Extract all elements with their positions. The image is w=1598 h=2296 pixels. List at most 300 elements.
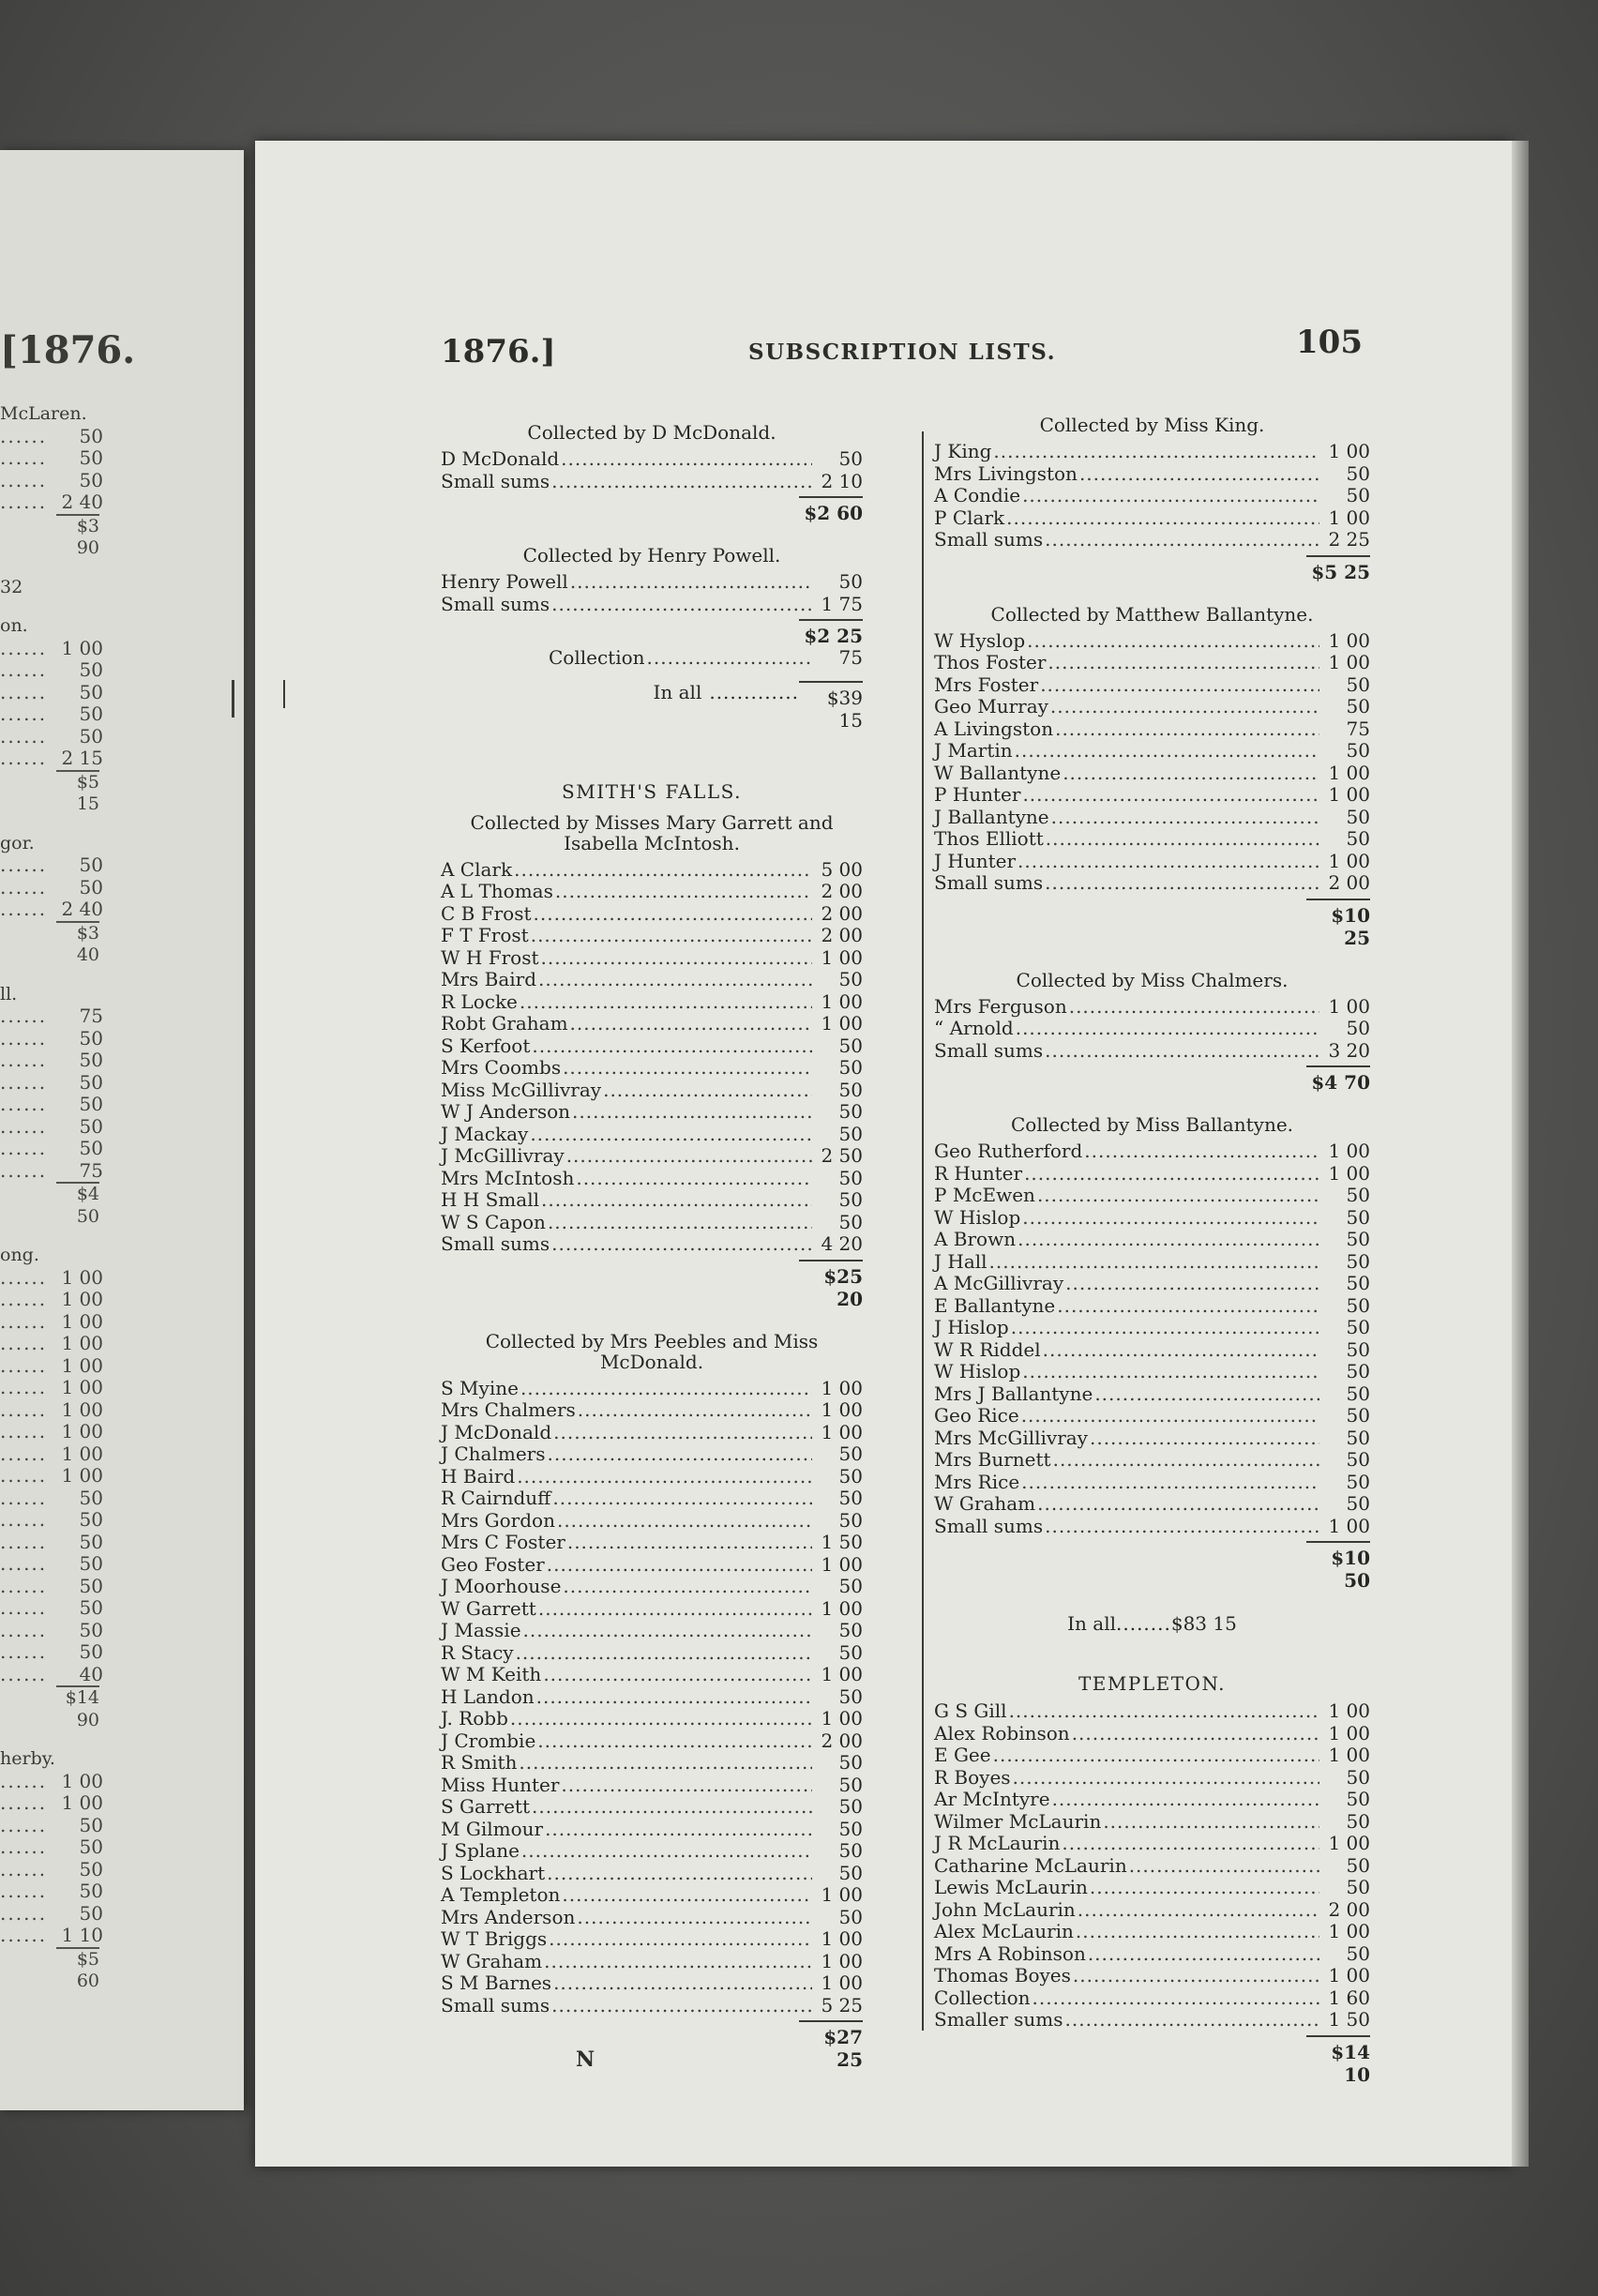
subscriber-name: Henry Powell bbox=[441, 570, 568, 593]
ledger-row bbox=[934, 1833, 1370, 1855]
leader-dots bbox=[1043, 1516, 1319, 1538]
ledger-row bbox=[441, 1057, 863, 1080]
subscriber-name: Mrs McGillivray bbox=[934, 1426, 1088, 1449]
left-page-amount: 50 bbox=[79, 1026, 103, 1050]
left-page-amount: 1 10 bbox=[61, 1924, 103, 1946]
left-page-amount: 2 15 bbox=[61, 747, 103, 769]
left-page-heading-fragment: ong. bbox=[0, 1245, 39, 1265]
subscriber-name: S Lockhart bbox=[441, 1861, 546, 1884]
section-total: $2 60 bbox=[799, 496, 863, 524]
section-title: Collected by Miss Chalmers. bbox=[1016, 968, 1289, 991]
subscriber-name: S Kerfoot bbox=[441, 1034, 531, 1057]
leader-dots bbox=[1048, 696, 1319, 718]
subscriber-name: Mrs A Robinson bbox=[934, 1941, 1086, 1965]
ledger-row bbox=[441, 1796, 863, 1819]
in-all-label: In all bbox=[653, 680, 702, 703]
leader-dots bbox=[1088, 1427, 1319, 1450]
leader-dots bbox=[528, 1124, 812, 1146]
subscriber-name: Alex Robinson bbox=[934, 1721, 1070, 1745]
subscriber-name: W Hislop bbox=[934, 1360, 1021, 1382]
leader-dots bbox=[1009, 1317, 1319, 1339]
left-page-row: ...... 1 00 bbox=[0, 1332, 103, 1354]
subscription-amount: 50 bbox=[1346, 1876, 1370, 1898]
page-number: 105 bbox=[1296, 324, 1363, 361]
ledger-row bbox=[934, 1921, 1370, 1943]
section-total: $25 20 bbox=[799, 1260, 863, 1310]
subscription-amount: 50 bbox=[838, 1640, 863, 1664]
signature-mark: N bbox=[576, 2047, 595, 2072]
left-page-heading-fragment: gor. bbox=[0, 832, 35, 853]
subscriber-name: J King bbox=[934, 440, 992, 462]
margin-mark bbox=[232, 680, 234, 718]
left-page-row: ...... 1 00 bbox=[0, 1791, 103, 1814]
ledger-row bbox=[441, 1466, 863, 1488]
running-head-year: 1876.] bbox=[441, 333, 556, 370]
leader-dots bbox=[1019, 1472, 1319, 1494]
ledger-row bbox=[934, 1855, 1370, 1878]
ledger-row bbox=[441, 925, 863, 947]
left-page-row: ...... 50 bbox=[0, 1114, 103, 1138]
subscription-amount: 50 bbox=[838, 1034, 863, 1057]
ledger-row bbox=[934, 828, 1370, 851]
ledger-row bbox=[441, 1212, 863, 1234]
left-page-row: ...... 1 00 bbox=[0, 1397, 103, 1421]
leader-dots bbox=[565, 1145, 812, 1168]
subscriber-name: S Garrett bbox=[441, 1795, 530, 1818]
left-page-total: $5 60 bbox=[56, 1947, 99, 1993]
subscriber-name: Mrs Anderson bbox=[441, 1905, 576, 1928]
left-page-amount: 50 bbox=[79, 1901, 103, 1925]
left-page-row: ...... 50 bbox=[0, 1552, 103, 1575]
left-page-row: ...... 50 bbox=[0, 1640, 103, 1663]
ledger-row bbox=[934, 1405, 1370, 1427]
subscription-amount: 50 bbox=[838, 1464, 863, 1488]
left-page-amount: 1 00 bbox=[61, 1420, 103, 1443]
subscriber-name: Mrs C Foster bbox=[441, 1531, 565, 1553]
left-page-amount: 1 00 bbox=[61, 1309, 103, 1333]
subscription-amount: 2 00 bbox=[821, 880, 863, 902]
subscriber-name: Small sums bbox=[934, 1514, 1044, 1537]
subscription-amount: 2 50 bbox=[821, 1144, 863, 1167]
leader-dots bbox=[1071, 1965, 1319, 1987]
leader-dots bbox=[1082, 1140, 1319, 1163]
subscriber-name: Robt Graham bbox=[441, 1012, 568, 1035]
ledger-row bbox=[934, 851, 1370, 873]
subscriber-name: Mrs Ferguson bbox=[934, 994, 1067, 1018]
subscriber-name: A Templeton bbox=[441, 1883, 561, 1906]
ledger-row bbox=[934, 1140, 1370, 1163]
subscription-amount: 50 bbox=[838, 968, 863, 990]
subscription-amount: 50 bbox=[1346, 1492, 1370, 1515]
subscription-amount: 50 bbox=[838, 1684, 863, 1708]
subscriber-name: Geo Rutherford bbox=[934, 1140, 1083, 1162]
left-page-amount: 50 bbox=[79, 724, 103, 748]
subscription-amount: 50 bbox=[838, 1122, 863, 1145]
subscriber-name: J R McLaurin bbox=[934, 1832, 1061, 1854]
subscription-amount: 50 bbox=[1346, 1337, 1370, 1361]
subscriber-name: R Cairnduff bbox=[441, 1487, 551, 1509]
left-page-year: [1876. bbox=[0, 328, 136, 372]
leader-dots bbox=[1078, 463, 1319, 486]
subscription-amount: 1 00 bbox=[1328, 761, 1370, 784]
left-page-total: $3 90 bbox=[56, 514, 99, 560]
leader-dots bbox=[543, 1819, 812, 1841]
subscriber-name: Mrs Coombs bbox=[441, 1056, 562, 1079]
ledger-row bbox=[934, 784, 1370, 807]
ledger-row bbox=[441, 1378, 863, 1400]
leader-dots bbox=[559, 448, 812, 471]
leader-dots bbox=[561, 1057, 812, 1080]
leader-dots bbox=[539, 947, 813, 970]
leader-dots bbox=[568, 571, 812, 594]
subscription-amount: 1 00 bbox=[1328, 783, 1370, 806]
left-page-row: ...... 50 bbox=[0, 1901, 103, 1925]
left-page-row: ...... 50 bbox=[0, 680, 103, 703]
ledger-row bbox=[441, 1863, 863, 1885]
subscriber-name: Mrs Baird bbox=[441, 968, 537, 990]
subscription-amount: 2 00 bbox=[821, 1729, 863, 1752]
leader-dots bbox=[1022, 1163, 1319, 1186]
column-right bbox=[934, 405, 1370, 2086]
left-page-amount: 50 bbox=[79, 853, 103, 876]
subscriber-name: Mrs Burnett bbox=[934, 1448, 1051, 1471]
left-page-row: ...... 1 10 bbox=[0, 1924, 103, 1946]
leader-dots bbox=[560, 1884, 812, 1907]
leader-dots bbox=[1063, 2009, 1319, 2032]
left-page-amount: 50 bbox=[79, 658, 103, 681]
left-page-heading-fragment: 32 bbox=[0, 576, 23, 597]
subscription-amount: 50 bbox=[838, 1100, 863, 1123]
leader-dots bbox=[551, 1972, 812, 1995]
subscriber-name: Collection bbox=[934, 1986, 1031, 2009]
ledger-row bbox=[934, 1516, 1370, 1538]
subscription-amount: 1 00 bbox=[1328, 1832, 1370, 1854]
subscriber-name: W Hyslop bbox=[934, 628, 1026, 652]
subscription-amount: 1 00 bbox=[1328, 506, 1370, 529]
ledger-row bbox=[934, 1251, 1370, 1274]
left-page-fragment bbox=[0, 150, 244, 2110]
left-page-heading-fragment: on. bbox=[0, 615, 28, 636]
section-total: $10 25 bbox=[1306, 899, 1370, 949]
leader-dots bbox=[575, 1907, 812, 1929]
ledger-row bbox=[934, 1040, 1370, 1063]
subscriber-name: W S Capon bbox=[441, 1210, 546, 1233]
left-page-row: ...... 50 bbox=[0, 1618, 103, 1641]
left-page-amount: 40 bbox=[79, 1662, 103, 1685]
left-page-row: ...... 1 00 bbox=[0, 1464, 103, 1487]
left-page-row: ...... 50 bbox=[0, 1574, 103, 1597]
leader-dots bbox=[1043, 529, 1319, 551]
ledger-row bbox=[441, 1576, 863, 1598]
leader-dots bbox=[1101, 1811, 1319, 1834]
leader-dots bbox=[550, 594, 812, 616]
ledger-row bbox=[934, 674, 1370, 697]
left-page-row: ...... 50 bbox=[0, 1530, 103, 1553]
ledger-row bbox=[441, 1928, 863, 1951]
left-page-row: ...... 50 bbox=[0, 658, 103, 681]
subscription-amount: 2 25 bbox=[1328, 528, 1370, 551]
ledger-row bbox=[441, 571, 863, 594]
subscriber-name: J Ballantyne bbox=[934, 805, 1049, 828]
left-page-amount: 50 bbox=[79, 1640, 103, 1663]
leader-dots bbox=[539, 1189, 812, 1212]
leader-dots bbox=[991, 1745, 1319, 1767]
subscriber-name: J Massie bbox=[441, 1619, 521, 1641]
left-page-row: ...... 75 bbox=[0, 1004, 103, 1027]
subscription-amount: 1 00 bbox=[821, 1012, 863, 1035]
running-head-title: SUBSCRIPTION LISTS. bbox=[748, 340, 1057, 365]
ledger-row bbox=[934, 1427, 1370, 1450]
collection-label: Collection bbox=[549, 646, 645, 669]
subscription-amount: 1 00 bbox=[1328, 1721, 1370, 1745]
leader-dots bbox=[1076, 1899, 1319, 1922]
leader-dots bbox=[1038, 674, 1319, 697]
subscriber-name: Thos Elliott bbox=[934, 827, 1044, 850]
left-page-amount: 50 bbox=[79, 1574, 103, 1597]
subscription-amount: 50 bbox=[838, 1210, 863, 1233]
left-page-amount: 50 bbox=[79, 875, 103, 899]
subscriber-name: W M Keith bbox=[441, 1663, 542, 1685]
ledger-row bbox=[441, 1145, 863, 1168]
left-page-row: ...... 50 bbox=[0, 1835, 103, 1858]
left-page-heading-fragment: ll. bbox=[0, 983, 18, 1004]
left-page-row: ...... 50 bbox=[0, 702, 103, 725]
leader-dots bbox=[568, 1013, 812, 1035]
left-page-amount: 50 bbox=[79, 1552, 103, 1575]
subscriber-name: Lewis McLaurin bbox=[934, 1876, 1088, 1898]
ledger-row bbox=[441, 991, 863, 1014]
subscription-amount: 50 bbox=[1346, 1788, 1370, 1810]
leader-dots bbox=[512, 859, 812, 882]
subscriber-name: Mrs Rice bbox=[934, 1470, 1020, 1493]
left-page-amount: 50 bbox=[79, 1596, 103, 1619]
left-page-row: ...... 50 bbox=[0, 1857, 103, 1881]
ledger-row bbox=[934, 1987, 1370, 2010]
subscriber-name: P Clark bbox=[934, 506, 1005, 529]
ledger-row bbox=[934, 1229, 1370, 1251]
subscriber-name: Mrs J Ballantyne bbox=[934, 1382, 1093, 1405]
ledger-row bbox=[934, 1317, 1370, 1339]
ledger-row bbox=[441, 881, 863, 903]
subscription-amount: 50 bbox=[838, 1443, 863, 1465]
left-page-row: ...... 1 00 bbox=[0, 1265, 103, 1289]
ledger-row bbox=[441, 1189, 863, 1212]
ledger-row bbox=[934, 763, 1370, 785]
leader-dots bbox=[1051, 1449, 1319, 1472]
leader-dots bbox=[1019, 1405, 1319, 1427]
subscription-amount: 50 bbox=[838, 1861, 863, 1884]
subscriber-name: J. Robb bbox=[441, 1707, 508, 1730]
leader-dots bbox=[1020, 1207, 1319, 1230]
ledger-row bbox=[441, 1995, 863, 2017]
leader-dots bbox=[1016, 1229, 1319, 1251]
ledger-row bbox=[441, 1730, 863, 1753]
section-rows bbox=[441, 448, 863, 492]
leader-dots bbox=[1041, 1339, 1319, 1362]
subscriber-name: Small sums bbox=[441, 592, 550, 615]
ledger-row bbox=[934, 630, 1370, 653]
leader-dots bbox=[1025, 630, 1319, 653]
leader-dots bbox=[546, 1212, 812, 1234]
leader-dots bbox=[1043, 872, 1319, 895]
left-page-row: ...... 50 bbox=[0, 1026, 103, 1050]
subscriber-name: R Smith bbox=[441, 1751, 518, 1774]
subscription-amount: 50 bbox=[838, 1795, 863, 1818]
leader-dots bbox=[1020, 485, 1319, 507]
subscriber-name: Small sums bbox=[441, 469, 550, 492]
left-page-row: ...... 2 40 bbox=[0, 898, 103, 920]
subscription-amount: 1 00 bbox=[1328, 1964, 1370, 1986]
left-page-amount: 50 bbox=[79, 446, 103, 469]
left-page-row: ...... 1 00 bbox=[0, 1309, 103, 1333]
subscription-amount: 1 00 bbox=[1328, 1140, 1370, 1162]
subscription-amount: 1 00 bbox=[821, 1707, 863, 1730]
subscriber-name: Small sums bbox=[934, 871, 1044, 894]
leader-dots bbox=[521, 1620, 812, 1642]
subscriber-name: H Landon bbox=[441, 1684, 535, 1708]
leader-dots bbox=[530, 1796, 812, 1819]
subscription-amount: 1 00 bbox=[821, 1971, 863, 1994]
ledger-row bbox=[441, 1708, 863, 1730]
ledger-row bbox=[441, 859, 863, 882]
left-page-amount: 50 bbox=[79, 1093, 103, 1115]
subscription-amount: 50 bbox=[1346, 1448, 1370, 1471]
subscription-amount: 1 00 bbox=[821, 1552, 863, 1576]
subscriber-name: W Garrett bbox=[441, 1596, 536, 1620]
subscription-amount: 50 bbox=[1346, 1809, 1370, 1833]
ledger-row bbox=[934, 652, 1370, 674]
subscriber-name: W Hislop bbox=[934, 1205, 1021, 1229]
leader-dots bbox=[1013, 740, 1319, 763]
subscriber-name: Small sums bbox=[934, 1038, 1044, 1062]
subscription-amount: 1 00 bbox=[821, 945, 863, 969]
left-page-row: ...... 1 00 bbox=[0, 1353, 103, 1377]
leader-dots bbox=[536, 1598, 812, 1621]
subscriber-name: G S Gill bbox=[934, 1699, 1007, 1722]
leader-dots bbox=[535, 1730, 812, 1753]
subscriber-name: Thos Foster bbox=[934, 651, 1047, 673]
ledger-row bbox=[441, 1554, 863, 1577]
subscription-amount: 50 bbox=[838, 1905, 863, 1928]
left-page-row: ...... 50 bbox=[0, 1813, 103, 1836]
subscription-amount: 50 bbox=[838, 1078, 863, 1101]
leader-dots bbox=[1044, 828, 1319, 851]
leader-dots bbox=[518, 991, 812, 1014]
subscription-amount: 2 00 bbox=[821, 924, 863, 946]
subscription-amount: 50 bbox=[1346, 1205, 1370, 1229]
subscriber-name: H H Small bbox=[441, 1188, 539, 1211]
left-page-amount: 1 00 bbox=[61, 1791, 103, 1814]
ledger-row bbox=[934, 1943, 1370, 1966]
left-page-row: ...... 50 bbox=[0, 1508, 103, 1531]
subscriber-name: Geo Foster bbox=[441, 1552, 545, 1576]
subscription-amount: 1 00 bbox=[1328, 651, 1370, 673]
section-rows bbox=[441, 571, 863, 615]
subscription-amount: 50 bbox=[1346, 827, 1370, 850]
leader-dots bbox=[515, 1466, 812, 1488]
subscription-amount: 50 bbox=[1346, 805, 1370, 828]
ledger-row bbox=[441, 1510, 863, 1533]
subscriber-name: Mrs Chalmers bbox=[441, 1398, 576, 1421]
subscriber-name: A Livingston bbox=[934, 717, 1054, 740]
leader-dots bbox=[1053, 718, 1319, 741]
ledger-row bbox=[934, 1361, 1370, 1383]
subscription-amount: 50 bbox=[838, 1839, 863, 1862]
column-left bbox=[441, 413, 863, 2071]
column-rule bbox=[922, 431, 924, 2031]
section-total: $10 50 bbox=[1306, 1541, 1370, 1592]
leader-dots bbox=[532, 903, 813, 926]
subscriber-name: J Martin bbox=[934, 739, 1013, 762]
subscription-amount: 50 bbox=[838, 1508, 863, 1532]
ledger-row bbox=[934, 1207, 1370, 1230]
subscriber-name: A L Thomas bbox=[441, 880, 553, 902]
subscriber-name: R Boyes bbox=[934, 1765, 1011, 1789]
subscription-amount: 50 bbox=[838, 1188, 863, 1211]
ledger-row bbox=[441, 1598, 863, 1621]
subscriber-name: J McDonald bbox=[441, 1420, 552, 1443]
subscriber-name: W Ballantyne bbox=[934, 761, 1062, 784]
ledger-row bbox=[441, 903, 863, 926]
subscriber-name: Miss McGillivray bbox=[441, 1078, 602, 1101]
subscription-amount: 50 bbox=[838, 1166, 863, 1189]
subscription-amount: 50 bbox=[1346, 1853, 1370, 1877]
ledger-row bbox=[441, 1080, 863, 1102]
leader-dots bbox=[517, 1752, 812, 1775]
subscriber-name: E Gee bbox=[934, 1744, 991, 1766]
ledger-row bbox=[441, 947, 863, 970]
subscriber-name: J McGillivray bbox=[441, 1144, 565, 1167]
subscriber-name: J Chalmers bbox=[441, 1443, 546, 1465]
ledger-row bbox=[934, 1877, 1370, 1899]
left-page-row: ...... 50 bbox=[0, 1880, 103, 1902]
left-page-row: ...... 50 bbox=[0, 1049, 103, 1071]
left-page-amount: 1 00 bbox=[61, 1332, 103, 1354]
ledger-row bbox=[934, 1745, 1370, 1767]
subscription-amount: 1 75 bbox=[821, 592, 863, 615]
leader-dots bbox=[535, 1686, 812, 1709]
ledger-row bbox=[934, 1339, 1370, 1362]
subscriber-name: P McEwen bbox=[934, 1184, 1035, 1206]
ledger-row bbox=[441, 1664, 863, 1686]
left-page-row: ...... 50 bbox=[0, 1070, 103, 1094]
ledger-row bbox=[441, 1686, 863, 1709]
ledger-row bbox=[934, 485, 1370, 507]
ledger-row bbox=[441, 1951, 863, 1973]
leader-dots bbox=[546, 1443, 812, 1466]
subscription-amount: 1 00 bbox=[1328, 1514, 1370, 1537]
leader-dots bbox=[545, 1554, 812, 1577]
leader-dots bbox=[1046, 652, 1319, 674]
section-total: $4 70 bbox=[1306, 1065, 1370, 1094]
subscription-amount: 50 bbox=[1346, 695, 1370, 718]
ledger-row bbox=[441, 1124, 863, 1146]
left-page-amount: 2 40 bbox=[61, 898, 103, 920]
subscriber-name: A Condie bbox=[934, 484, 1021, 506]
ledger-row bbox=[441, 1488, 863, 1510]
left-page-row: ...... 1 00 bbox=[0, 1376, 103, 1398]
subscription-amount: 50 bbox=[1346, 1382, 1370, 1405]
leader-dots bbox=[541, 1664, 812, 1686]
leader-dots bbox=[1088, 1877, 1319, 1899]
leader-dots bbox=[1093, 1383, 1319, 1406]
leader-dots bbox=[561, 1576, 812, 1598]
subscription-amount: 1 00 bbox=[821, 1663, 863, 1685]
ledger-row bbox=[934, 1295, 1370, 1318]
ledger-row bbox=[934, 441, 1370, 463]
ledger-row bbox=[934, 1472, 1370, 1494]
leader-dots bbox=[1063, 1273, 1319, 1295]
